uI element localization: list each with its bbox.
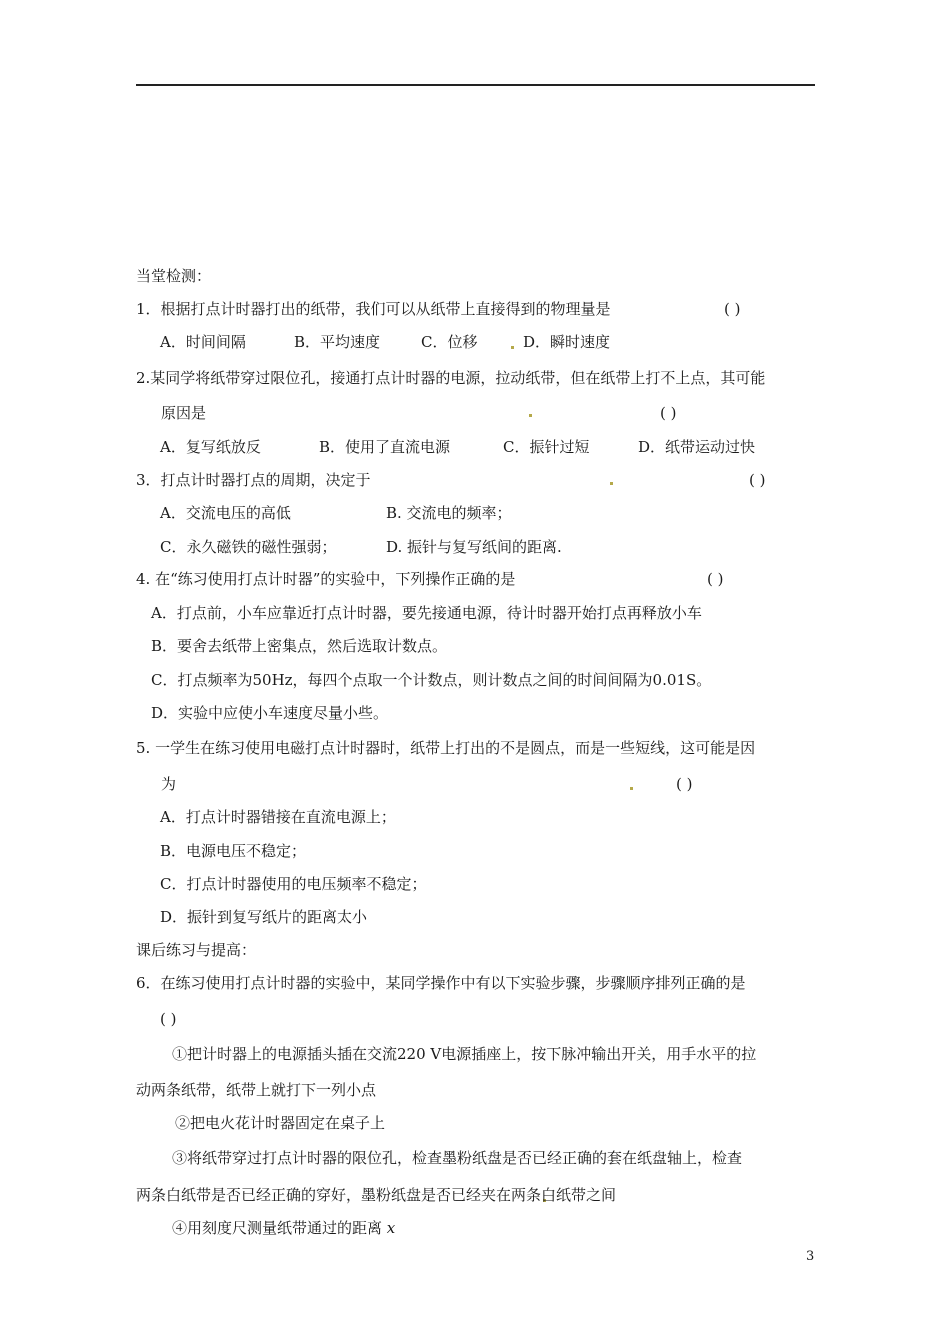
question-5-stem-line-2: 为 [161, 775, 177, 793]
question-3-option-d: D. 振针与复写纸间的距离. [386, 538, 562, 556]
question-1-option-d: D．瞬时速度 [523, 333, 611, 351]
question-6-step-1-line-2: 动两条纸带，纸带上就打下一列小点 [136, 1081, 377, 1099]
speck-mark [610, 482, 613, 485]
question-1-stem: 1．根据打点计时器打出的纸带，我们可以从纸带上直接得到的物理量是 [136, 300, 611, 318]
question-6-step-1-line-1: ①把计时器上的电源插头插在交流220 V电源插座上，按下脉冲输出开关，用手水平的拉 [172, 1045, 757, 1063]
question-4-stem: 4. 在“练习使用打点计时器”的实验中，下列操作正确的是 [136, 570, 516, 588]
question-5-answer-paren: ( ) [676, 775, 693, 793]
question-1-option-c: C．位移 [421, 333, 478, 351]
question-5-option-d: D．振针到复写纸片的距离太小 [160, 908, 368, 926]
question-3-answer-paren: ( ) [749, 471, 766, 489]
variable-x: x [386, 1219, 396, 1237]
speck-mark [630, 787, 633, 790]
question-4-option-b: B．要舍去纸带上密集点，然后选取计数点。 [151, 637, 448, 655]
page-number: 3 [806, 1249, 815, 1264]
question-2-option-d: D．纸带运动过快 [638, 438, 756, 456]
question-4-option-c: C．打点频率为50Hz，每四个点取一个计数点，则计数点之间的时间间隔为0.01S。 [151, 671, 712, 689]
question-6-stem: 6．在练习使用打点计时器的实验中，某同学操作中有以下实验步骤，步骤顺序排列正确的是 [136, 974, 746, 992]
question-6-step-3-line-1: ③将纸带穿过打点计时器的限位孔，检查墨粉纸盘是否已经正确的套在纸盘轴上，检查 [172, 1149, 743, 1167]
question-1-answer-paren: ( ) [724, 300, 741, 318]
question-2-option-c: C．振针过短 [503, 438, 590, 456]
question-5-option-c: C．打点计时器使用的电压频率不稳定； [160, 875, 427, 893]
question-4-option-a: A．打点前，小车应靠近打点计时器，要先接通电源，待计时器开始打点再释放小车 [151, 604, 702, 622]
question-3-option-a: A．交流电压的高低 [160, 504, 291, 522]
question-3-option-b: B. 交流电的频率； [386, 504, 512, 522]
question-5-stem-line-1: 5. 一学生在练习使用电磁打点计时器时，纸带上打出的不是圆点，而是一些短线，这可能是因 [136, 739, 756, 757]
header-rule [136, 84, 815, 86]
question-6-step-3-line-2: 两条白纸带是否已经正确的穿好，墨粉纸盘是否已经夹在两条白纸带之间 [136, 1186, 617, 1204]
question-3-option-c: C．永久磁铁的磁性强弱； [160, 538, 337, 556]
speck-mark [529, 414, 532, 417]
question-6-step-4 [172, 1218, 395, 1238]
question-2-answer-paren: ( ) [660, 404, 677, 422]
question-2-option-b: B．使用了直流电源 [319, 438, 451, 456]
question-4-answer-paren: ( ) [707, 570, 724, 588]
question-1-option-b: B．平均速度 [294, 333, 381, 351]
question-2-stem-line-2: 原因是 [161, 404, 207, 422]
question-5-option-a: A．打点计时器错接在直流电源上； [160, 808, 396, 826]
question-6-step-4-text: ④用刻度尺测量纸带通过的距离 [172, 1219, 383, 1237]
question-2-option-a: A．复写纸放反 [160, 438, 261, 456]
question-5-option-b: B．电源电压不稳定； [160, 842, 307, 860]
question-6-step-2: ②把电火花计时器固定在桌子上 [175, 1114, 386, 1132]
section-heading-after-class: 课后练习与提高： [136, 941, 257, 959]
section-heading-current: 当堂检测： [136, 267, 212, 285]
question-6-answer-paren: ( ) [160, 1010, 177, 1028]
question-1-option-a: A．时间间隔 [160, 333, 246, 351]
question-2-stem-line-1: 2.某同学将纸带穿过限位孔，接通打点计时器的电源，拉动纸带，但在纸带上打不上点，其可能 [136, 369, 766, 387]
speck-mark [511, 346, 514, 349]
question-3-stem: 3．打点计时器打点的周期，决定于 [136, 471, 371, 489]
question-4-option-d: D．实验中应使小车速度尽量小些。 [151, 704, 389, 722]
